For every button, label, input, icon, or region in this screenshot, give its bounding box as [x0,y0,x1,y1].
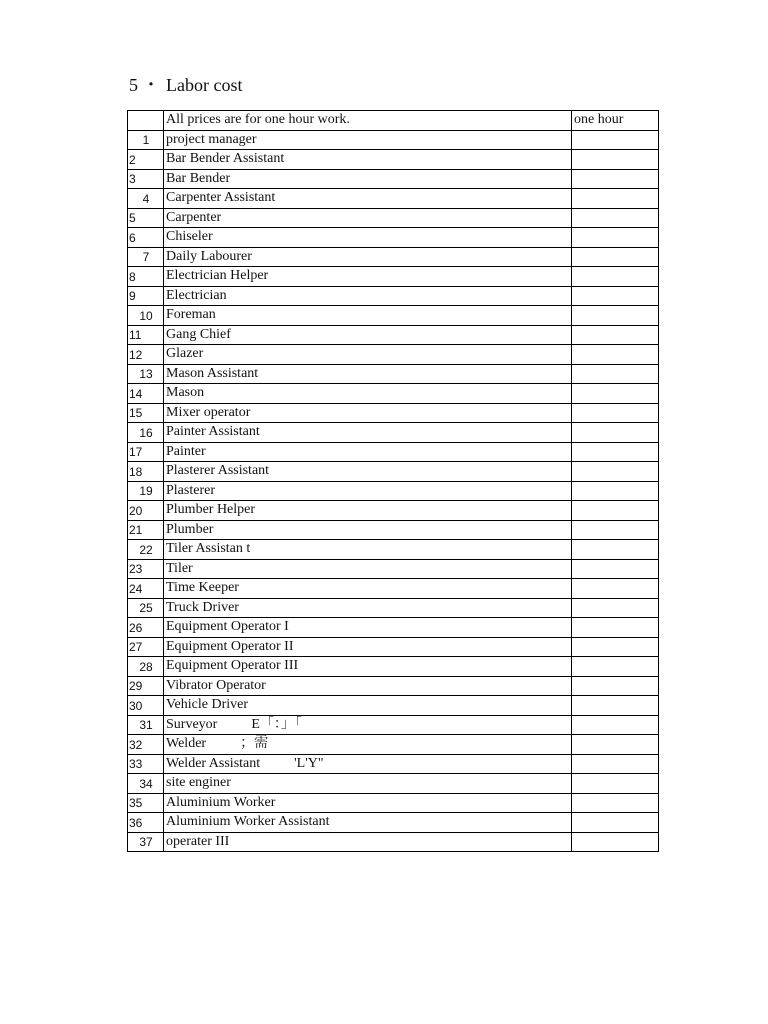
table-row [128,423,659,443]
section-separator: ・ [142,75,160,95]
trade-name: Plasterer [166,482,215,498]
row-number-cell: 2 [128,150,164,170]
table-row [128,208,659,228]
trade-name: Equipment Operator III [166,658,299,673]
table-row [128,345,659,365]
row-trade-cell [164,637,572,657]
row-rate-cell [572,793,659,813]
trade-name: Tiler [166,560,193,576]
row-trade-cell [164,325,572,345]
row-rate-cell [572,501,659,521]
row-rate-cell [572,774,659,794]
row-number-cell: 33 [128,754,164,774]
trade-name: Tiler Assistan t [166,541,251,556]
row-trade-cell [164,774,572,794]
trade-name: Chiseler [166,229,213,244]
row-rate-cell [572,169,659,189]
table-row [128,637,659,657]
row-rate-cell [572,345,659,365]
trade-name: Glazer [166,346,204,361]
row-trade-cell [164,540,572,560]
row-rate-cell [572,715,659,735]
row-rate-cell [572,559,659,579]
trade-name: Aluminium Worker [166,794,276,810]
trade-name: Vibrator Operator [166,677,266,693]
row-trade-cell [164,306,572,326]
trade-name: Mason [166,385,205,400]
trade-name: Electrician [166,287,227,303]
row-trade-cell [164,462,572,482]
table-row [128,267,659,287]
row-trade-cell [164,559,572,579]
row-rate-cell [572,481,659,501]
trade-note: E「：」「 [251,716,302,732]
section-number: 5 [129,75,138,95]
row-trade-cell [164,481,572,501]
row-number-cell: 13 [128,364,164,384]
row-number-cell: 1 [128,130,164,150]
row-trade-cell [164,657,572,677]
table-row [128,403,659,423]
row-trade-cell [164,501,572,521]
trade-name: Bar Bender Assistant [166,151,285,166]
row-number-cell: 19 [128,481,164,501]
row-number-cell: 26 [128,618,164,638]
row-rate-cell [572,813,659,833]
trade-name: Carpenter [166,209,222,225]
row-trade-cell [164,208,572,228]
row-trade-cell [164,130,572,150]
row-number-cell: 24 [128,579,164,599]
table-row [128,286,659,306]
table-row [128,832,659,852]
row-rate-cell [572,637,659,657]
row-trade-cell [164,189,572,209]
table-row [128,696,659,716]
trade-name: Painter [166,443,206,459]
row-rate-cell [572,267,659,287]
table-row [128,228,659,248]
row-rate-cell [572,228,659,248]
trade-name: Mixer operator [166,404,251,420]
row-trade-cell [164,579,572,599]
table-row [128,325,659,345]
trade-name: Gang Chief [166,326,231,342]
table-row [128,384,659,404]
row-number-cell: 22 [128,540,164,560]
row-number-cell: 36 [128,813,164,833]
row-number-cell: 11 [128,325,164,345]
table-row [128,306,659,326]
row-number-cell: 30 [128,696,164,716]
row-number-cell: 27 [128,637,164,657]
row-rate-cell [572,150,659,170]
row-rate-cell [572,286,659,306]
row-trade-cell [164,735,572,755]
row-rate-cell [572,364,659,384]
header-unit-cell: one hour [572,111,659,131]
row-rate-cell [572,520,659,540]
row-rate-cell [572,208,659,228]
table-row [128,247,659,267]
trade-name: Foreman [166,307,216,322]
table-row [128,169,659,189]
trade-name: Plasterer Assistant [166,463,270,478]
row-trade-cell [164,696,572,716]
table-row [128,559,659,579]
row-rate-cell [572,130,659,150]
trade-name: Equipment Operator I [166,619,289,634]
row-number-cell: 34 [128,774,164,794]
table-row [128,618,659,638]
row-trade-cell [164,286,572,306]
row-number-cell: 23 [128,559,164,579]
row-trade-cell [164,345,572,365]
table-row [128,598,659,618]
row-trade-cell [164,364,572,384]
row-rate-cell [572,462,659,482]
trade-name: Aluminium Worker Assistant [166,814,330,829]
row-trade-cell [164,384,572,404]
row-trade-cell [164,403,572,423]
row-number-cell: 4 [128,189,164,209]
row-number-cell: 37 [128,832,164,852]
trade-name: Vehicle Driver [166,697,249,712]
row-trade-cell [164,423,572,443]
trade-name: Truck Driver [166,599,239,615]
row-rate-cell [572,579,659,599]
header-description-cell: All prices are for one hour work. [164,111,572,131]
row-number-cell: 25 [128,598,164,618]
row-rate-cell [572,832,659,852]
row-trade-cell [164,267,572,287]
row-trade-cell [164,228,572,248]
row-number-cell: 14 [128,384,164,404]
section-title: Labor cost [166,75,243,95]
row-rate-cell [572,696,659,716]
trade-name: Electrician Helper [166,268,269,283]
trade-name: project manager [166,131,257,147]
table-row [128,501,659,521]
table-row [128,715,659,735]
row-rate-cell [572,189,659,209]
row-trade-cell [164,150,572,170]
row-number-cell: 16 [128,423,164,443]
row-trade-cell [164,442,572,462]
trade-name: Carpenter Assistant [166,190,276,205]
trade-note: 'L'Y" [294,755,324,771]
trade-name: Welder [166,736,207,751]
table-row [128,754,659,774]
row-number-cell: 10 [128,306,164,326]
row-number-cell: 32 [128,735,164,755]
row-trade-cell [164,832,572,852]
trade-name: Welder Assistant [166,755,261,771]
row-trade-cell [164,754,572,774]
row-number-cell: 3 [128,169,164,189]
trade-name: Equipment Operator II [166,638,294,654]
row-rate-cell [572,247,659,267]
row-rate-cell [572,325,659,345]
table-row [128,579,659,599]
row-trade-cell [164,618,572,638]
trade-note: ；需 [240,736,269,751]
row-rate-cell [572,754,659,774]
table-row [128,520,659,540]
trade-name: Bar Bender [166,170,231,186]
row-trade-cell [164,169,572,189]
trade-name: Daily Labourer [166,248,252,264]
table-row [128,793,659,813]
row-trade-cell [164,676,572,696]
table-header-row [128,111,659,131]
row-rate-cell [572,540,659,560]
table-row [128,364,659,384]
row-number-cell: 21 [128,520,164,540]
row-number-cell: 7 [128,247,164,267]
trade-name: Plumber Helper [166,502,256,517]
table-row [128,462,659,482]
trade-name: Surveyor [166,716,218,732]
header-number-cell [128,111,164,131]
section-heading [129,71,242,97]
trade-name: Mason Assistant [166,365,259,381]
row-number-cell: 12 [128,345,164,365]
table-row [128,813,659,833]
row-rate-cell [572,618,659,638]
row-trade-cell [164,793,572,813]
row-number-cell: 15 [128,403,164,423]
row-number-cell: 8 [128,267,164,287]
table-row [128,130,659,150]
table-row [128,442,659,462]
row-rate-cell [572,676,659,696]
row-number-cell: 31 [128,715,164,735]
row-number-cell: 6 [128,228,164,248]
table-row [128,676,659,696]
row-rate-cell [572,384,659,404]
row-rate-cell [572,598,659,618]
row-number-cell: 17 [128,442,164,462]
table-row [128,150,659,170]
table-row [128,540,659,560]
row-trade-cell [164,247,572,267]
table-row [128,774,659,794]
trade-name: Painter Assistant [166,424,260,439]
trade-name: operater III [166,833,230,849]
row-rate-cell [572,657,659,677]
table-row [128,189,659,209]
trade-name: site enginer [166,775,231,790]
row-number-cell: 9 [128,286,164,306]
row-rate-cell [572,403,659,423]
row-number-cell: 18 [128,462,164,482]
row-rate-cell [572,423,659,443]
row-rate-cell [572,442,659,462]
row-number-cell: 5 [128,208,164,228]
trade-name: Time Keeper [166,580,239,595]
row-number-cell: 29 [128,676,164,696]
row-number-cell: 35 [128,793,164,813]
row-rate-cell [572,306,659,326]
trade-name: Plumber [166,521,214,537]
row-number-cell: 20 [128,501,164,521]
row-trade-cell [164,813,572,833]
row-trade-cell [164,598,572,618]
table-row [128,481,659,501]
table-row [128,735,659,755]
row-trade-cell [164,715,572,735]
row-trade-cell [164,520,572,540]
row-rate-cell [572,735,659,755]
row-number-cell: 28 [128,657,164,677]
labor-cost-table [127,110,659,852]
table-row [128,657,659,677]
